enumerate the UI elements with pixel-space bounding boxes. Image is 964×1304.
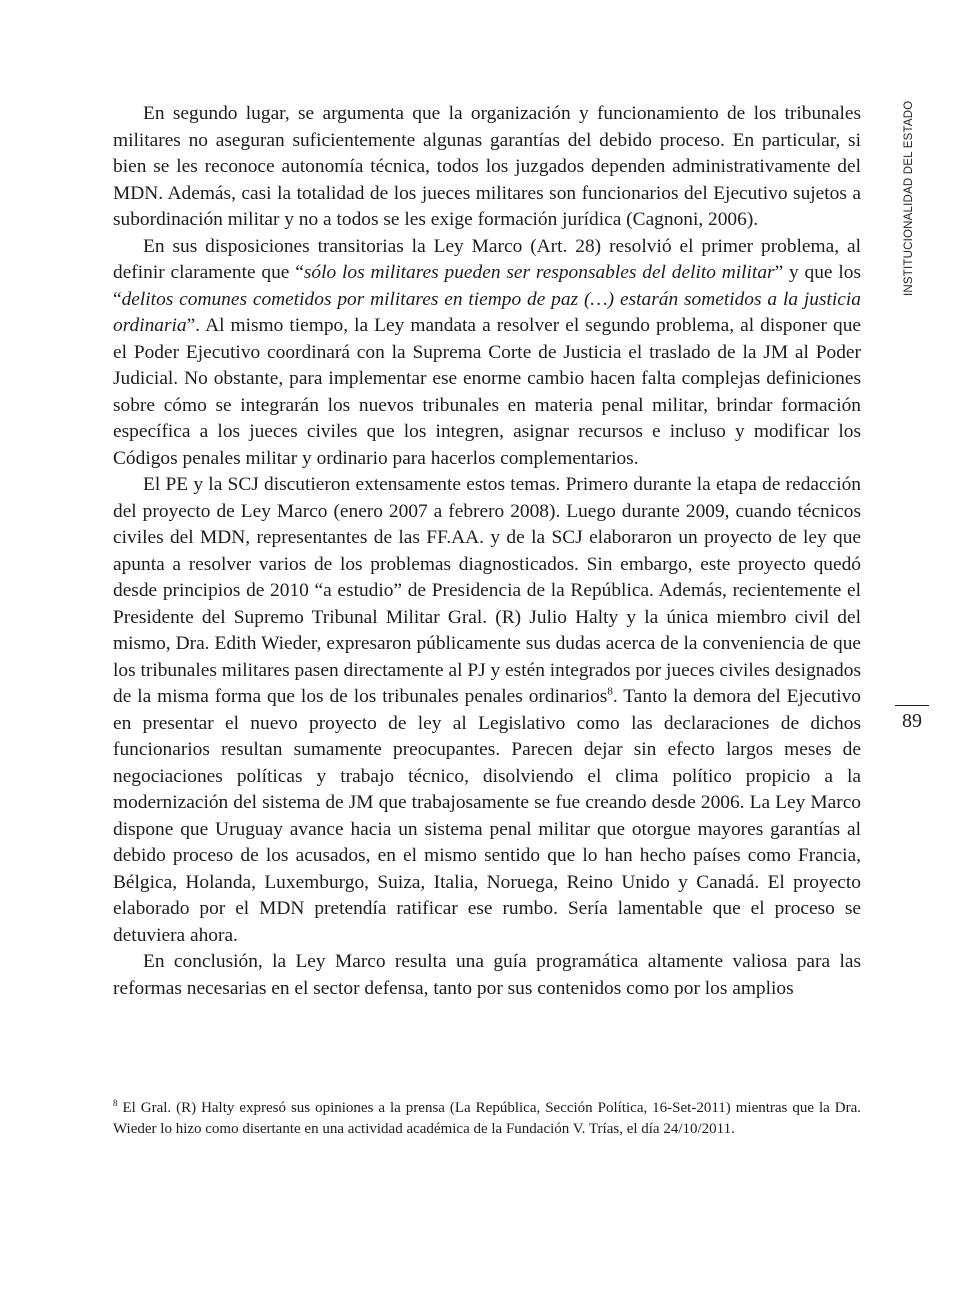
paragraph (113, 949, 861, 1002)
footnote (113, 1098, 861, 1140)
law-quote-1: sólo los militares pueden ser responsables del delito militar (303, 262, 775, 283)
paragraph (113, 234, 861, 473)
paragraph-text: ”. Al mismo tiempo, la Ley mandata a resolver el segundo problema, al disponer que el Poder Ejecutivo coordinará con la Suprema Corte de Justicia el traslado de la JM al Poder Judicial. No obstante, para implementar ese enorme cambio hacen falta complejas definiciones sobre cómo se integrarán los nuevos tribunales en materia penal militar, brindar formación específica a los jueces civiles que los integren, asignar recursos e incluso y modificar los Códigos penales militar y ordinario para hacerlos complementarios. (113, 315, 861, 469)
footnote-reference: 8 (607, 685, 613, 698)
running-head: INSTITUCIONALIDAD DEL ESTADO (903, 100, 915, 296)
law-quote-2: delitos comunes cometidos por militares en tiempo de paz (…) estarán sometidos a la justicia ordinaria (113, 288, 861, 336)
page-number: 89 (902, 710, 922, 732)
page-number-rule (895, 705, 929, 706)
footnotes (113, 1098, 861, 1140)
paragraph-text: El PE y la SCJ discutieron extensamente estos temas. Primero durante la etapa de redacción del proyecto de Ley Marco (enero 2007 a febrero 2008). Luego durante 2009, cuando técnicos civiles del MDN, representantes de las FF.AA. y de la SCJ elaboraron un proyecto de ley que apunta a resolver varios de los problemas diagnosticados. Sin embargo, este proyecto quedó desde principios de 2010 “a estudio” de Presidencia de la República. Además, recientemente el Presidente del Supremo Tribunal Militar Gral. (R) Julio Halty y la única miembro civil del mismo, Dra. Edith Wieder, expresaron públicamente sus dudas acerca de la conveniencia de que los tribunales militares pasen directamente al PJ y estén integrados por jueces civiles designados de la misma forma que los de los tribunales penales ordinarios (113, 474, 861, 707)
paragraph-text: ” y que los “ (113, 262, 861, 310)
footnote-text: El Gral. (R) Halty expresó sus opiniones a la prensa (La República, Sección Política, 16-Set-2011) mientras que la Dra. Wieder lo hizo como disertante en una actividad académica de la Fundación V. Trías, el día 24/10/​2011. (113, 1100, 861, 1137)
paragraph-text: En segundo lugar, se argumenta que la organización y funcionamiento de los tribunales militares no aseguran suficientemente algunas garantías del debido proceso. En particular, si bien se les reconoce autonomía técnica, todos los juzgados dependen administrativamente del MDN. Además, casi la totalidad de los jueces militares son funcionarios del Ejecutivo sujetos a subordinación militar y no a todos se les exige formación jurídica (Cagnoni, 2006). (113, 103, 861, 230)
paragraph (113, 472, 861, 949)
paragraph-text: . Tanto la demora del Ejecutivo en presentar el nuevo proyecto de ley al Legislativo como las declaraciones de dichos funcionarios resultan sumamente preocupantes. Parecen dejar sin efecto largos meses de negociaciones políticas y trabajo técnico, disolviendo el clima político propicio a la modernización del sistema de JM que trabajosamente se fue creando desde 2006. La Ley Marco dispone que Uruguay avance hacia un sistema penal militar que otorgue mayores garantías al debido proceso de los acusados, en el mismo sentido que lo han hecho países como Francia, Bélgica, Holanda, Luxemburgo, Suiza, Italia, Noruega, Reino Unido y Canadá. El proyecto elaborado por el MDN pretendía ratificar ese rumbo. Sería lamentable que el proceso se detuviera ahora. (113, 686, 861, 946)
paragraph (113, 101, 861, 234)
paragraph-text: En conclusión, la Ley Marco resulta una guía programática altamente valiosa para las reformas necesarias en el sector defensa, tanto por sus contenidos como por los amplios (113, 951, 861, 999)
footnote-marker: 8 (113, 1098, 118, 1108)
paragraph-text: En sus disposiciones transitorias la Ley Marco (Art. 28) resolvió el primer problema, al definir claramente que “ (113, 235, 861, 283)
body-text (113, 101, 861, 1002)
